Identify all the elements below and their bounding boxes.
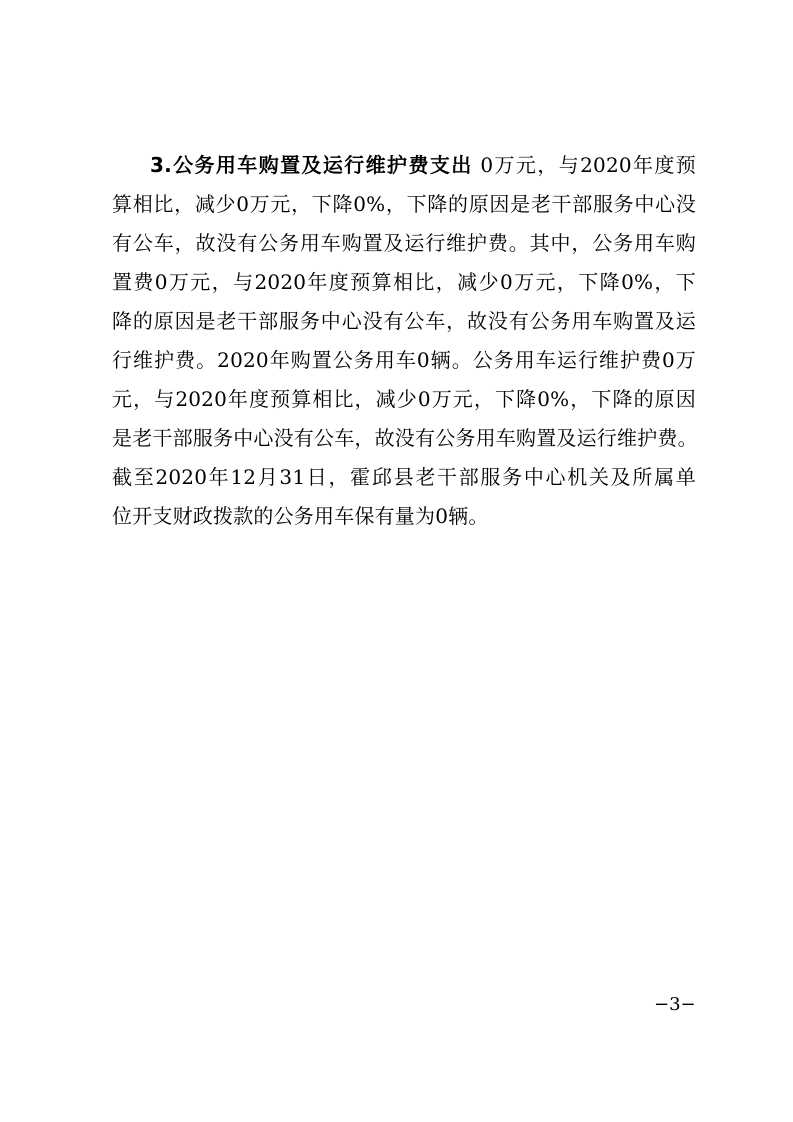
paragraph-line-3: 有公车，故没有公务用车购置及运行维护费。其中，公务用车购 xyxy=(112,231,696,255)
paragraph-text-1: 0万元，与2020年度预 xyxy=(472,153,696,177)
body-text xyxy=(112,146,696,536)
paragraph-line-6: 行维护费。2020年购置公务用车0辆。公务用车运行维护费0万 xyxy=(112,348,696,372)
paragraph-line-9: 截至2020年12月31日，霍邱县老干部服务中心机关及所属单 xyxy=(112,465,696,489)
paragraph-line-4: 置费0万元，与2020年度预算相比，减少0万元，下降0%，下 xyxy=(112,270,696,294)
paragraph-line-2: 算相比，减少0万元，下降0%，下降的原因是老干部服务中心没 xyxy=(112,192,696,216)
section-heading: 3.公务用车购置及运行维护费支出 xyxy=(150,153,473,177)
paragraph-line-5: 降的原因是老干部服务中心没有公车，故没有公务用车购置及运 xyxy=(112,309,696,333)
paragraph-line-10: 位开支财政拨款的公务用车保有量为0辆。 xyxy=(112,504,489,528)
paragraph-line-1 xyxy=(112,146,696,185)
paragraph-line-8: 是老干部服务中心没有公车，故没有公务用车购置及运行维护费。 xyxy=(112,426,698,450)
paragraph-line-7: 元，与2020年度预算相比，减少0万元，下降0%，下降的原因 xyxy=(112,387,696,411)
page-number: −3− xyxy=(654,994,696,1015)
